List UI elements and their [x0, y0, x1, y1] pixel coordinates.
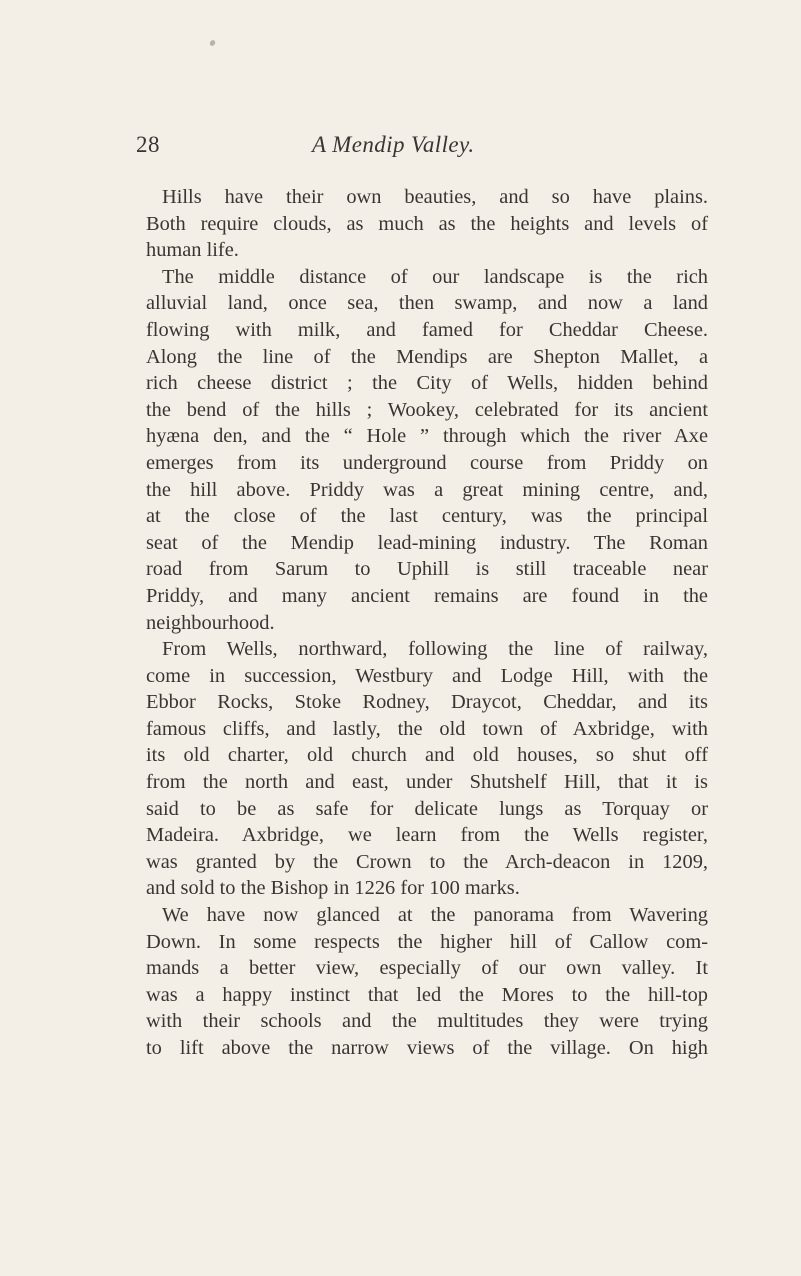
text-line: from the north and east, under Shutshelf Hill, that it is	[146, 771, 708, 794]
ink-speck	[209, 39, 217, 47]
text-line: seat of the Mendip lead-mining industry. The Roman	[146, 531, 708, 554]
text-line: Along the line of the Mendips are Shepton Mallet, a	[146, 345, 708, 368]
text-line: alluvial land, once sea, then swamp, and now a land	[146, 292, 708, 315]
page-header	[136, 132, 656, 168]
text-line: Madeira. Axbridge, we learn from the Wells register,	[146, 824, 708, 847]
body-text	[146, 184, 708, 1062]
text-line: Both require clouds, as much as the heights and levels of	[146, 212, 708, 235]
text-line: with their schools and the multitudes they were trying	[146, 1010, 708, 1033]
text-line: come in succession, Westbury and Lodge Hill, with the	[146, 664, 708, 687]
text-line: The middle distance of our landscape is the rich	[162, 265, 708, 288]
text-line: at the close of the last century, was the principal	[146, 505, 708, 528]
text-line: Ebbor Rocks, Stoke Rodney, Draycot, Cheddar, and its	[146, 691, 708, 714]
text-line: the hill above. Priddy was a great mining centre, and,	[146, 478, 708, 501]
running-title: A Mendip Valley.	[312, 132, 475, 157]
text-line: hyæna den, and the “ Hole ” through which the river Axe	[146, 425, 708, 448]
text-line: famous cliffs, and lastly, the old town of Axbridge, with	[146, 717, 708, 740]
text-line: to lift above the narrow views of the village. On high	[146, 1037, 708, 1059]
text-line: flowing with milk, and famed for Cheddar Cheese.	[146, 318, 708, 341]
text-line: its old charter, old church and old houses, so shut off	[146, 744, 708, 767]
text-line: Hills have their own beauties, and so have plains.	[162, 186, 708, 208]
text-line: said to be as safe for delicate lungs as Torquay or	[146, 797, 708, 820]
text-line: Down. In some respects the higher hill of Callow com-	[146, 930, 708, 953]
text-line: rich cheese district ; the City of Wells, hidden behind	[146, 372, 708, 395]
text-line: and sold to the Bishop in 1226 for 100 marks.	[146, 877, 520, 900]
page-number: 28	[136, 132, 160, 157]
text-line: We have now glanced at the panorama from Wavering	[162, 904, 708, 927]
text-line: From Wells, northward, following the line of railway,	[162, 638, 708, 661]
text-line: human life.	[146, 239, 239, 262]
text-line: was a happy instinct that led the Mores to the hill-top	[146, 983, 708, 1006]
text-line: road from Sarum to Uphill is still traceable near	[146, 558, 708, 581]
text-line: was granted by the Crown to the Arch-deacon in 1209,	[146, 850, 708, 873]
text-line: neighbourhood.	[146, 611, 275, 634]
text-line: emerges from its underground course from Priddy on	[146, 451, 708, 474]
text-line: mands a better view, especially of our own valley. It	[146, 957, 708, 980]
text-line: the bend of the hills ; Wookey, celebrated for its ancient	[146, 398, 708, 421]
text-line: Priddy, and many ancient remains are found in the	[146, 584, 708, 607]
